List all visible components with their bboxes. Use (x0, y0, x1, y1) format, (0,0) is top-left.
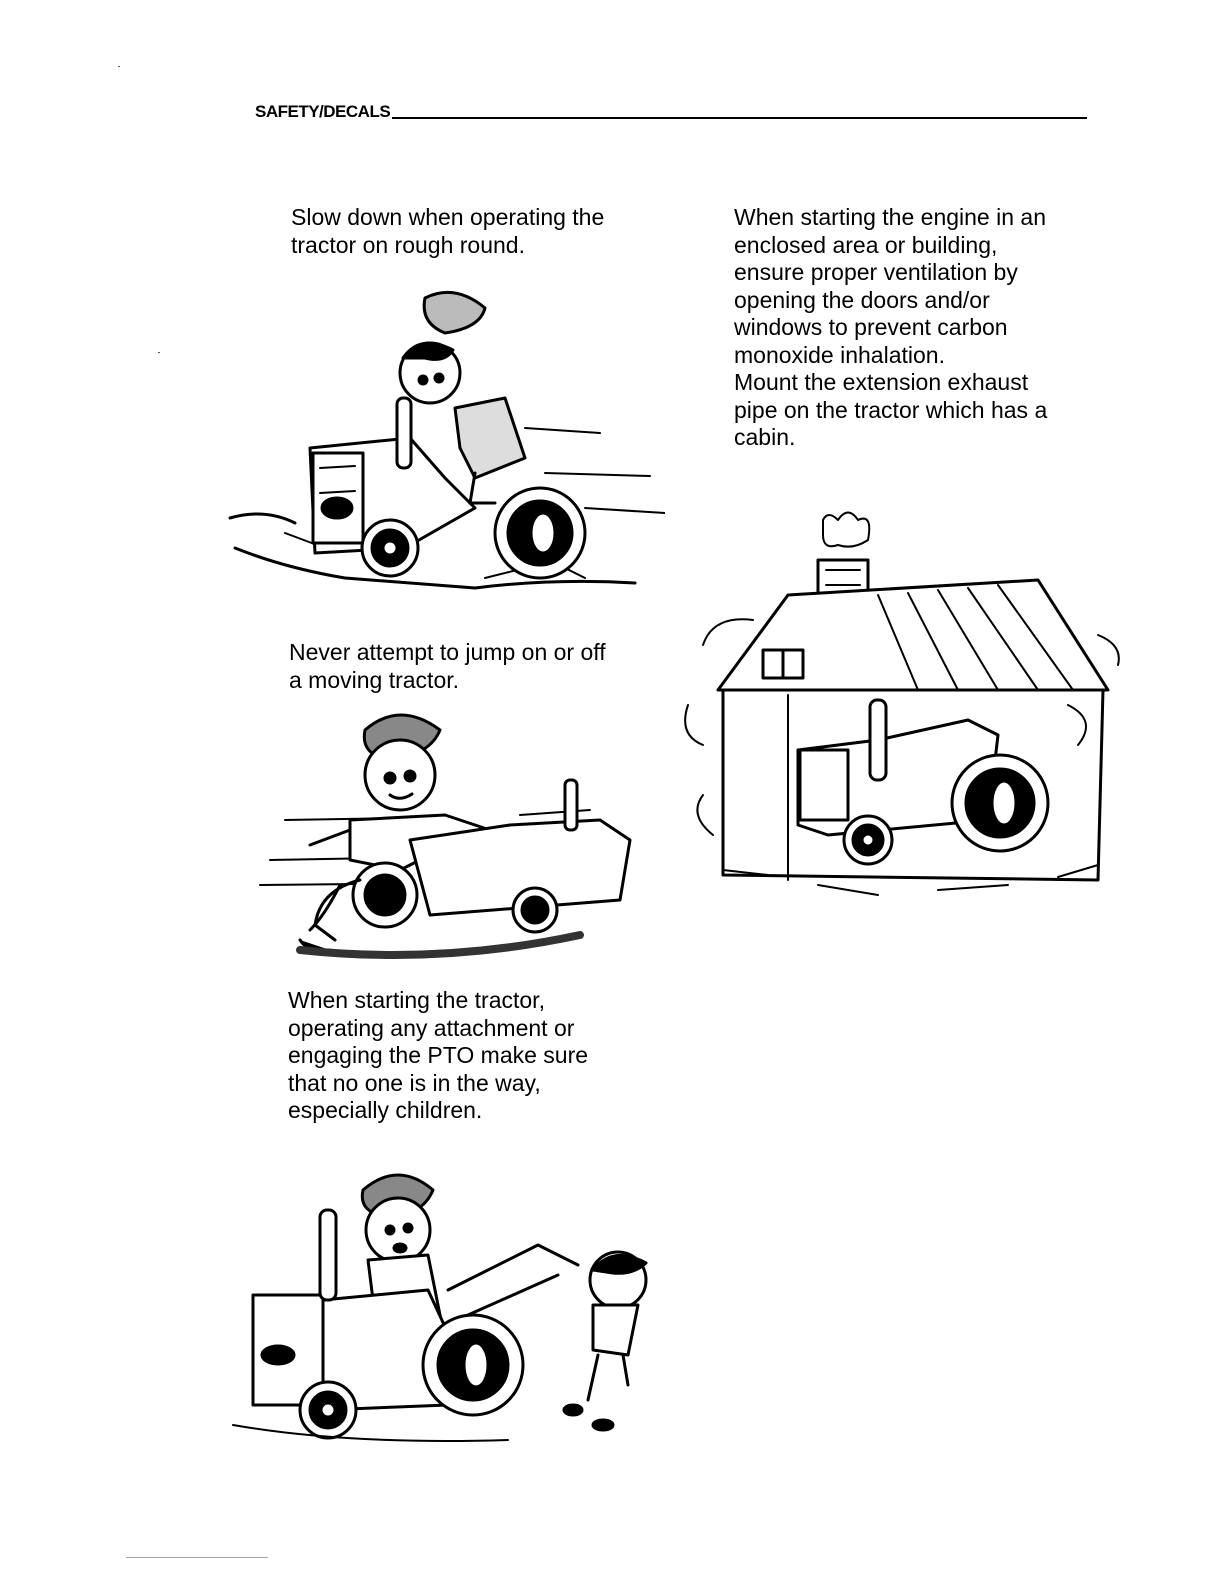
header-title: SAFETY/DECALS (255, 102, 391, 121)
child-in-way-illustration (228, 1155, 668, 1455)
footer-rule (126, 1557, 268, 1558)
rough-ground-text: Slow down when operating the tractor on rough round. (291, 204, 605, 258)
moving-tractor-text: Never attempt to jump on or off a moving tractor. (289, 639, 606, 693)
enclosed-building-tractor-illustration (678, 505, 1128, 910)
rough-ground-tractor-illustration (225, 278, 665, 608)
children-text: When starting the tractor, operating any attachment or engaging the PTO make sure that no one is in the way, especially children. (288, 987, 589, 1123)
moving-tractor-illustration (240, 700, 660, 965)
scan-speck (158, 352, 160, 353)
ventilation-text: When starting the engine in an enclosed area or building, ensure proper ventilation by opening the doors and/or windows to prevent carbon monoxide inhalation. Mount the extension exhaust pipe on the tractor which has a cabin. (734, 204, 1048, 450)
scan-speck (118, 66, 120, 67)
header-rule (392, 117, 1087, 119)
page-header (255, 98, 1087, 120)
